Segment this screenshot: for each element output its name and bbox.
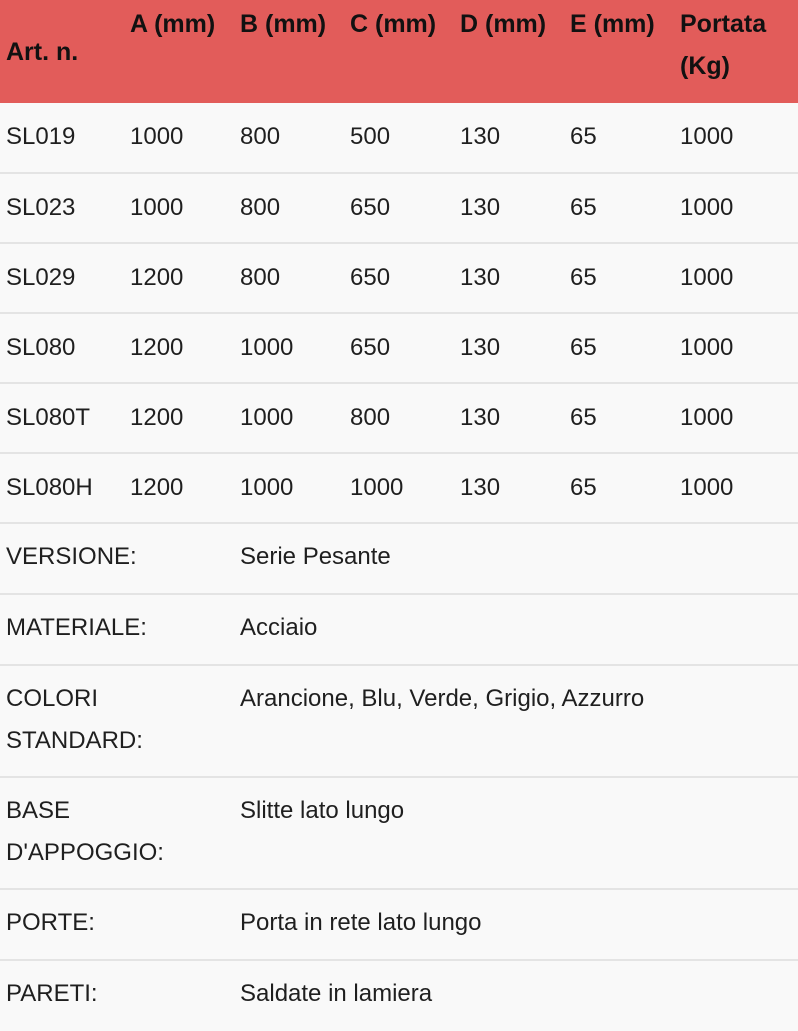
cell-dimension-a: 1200 <box>124 243 234 313</box>
detail-value: Slitte lato lungo <box>234 777 798 889</box>
cell-dimension-a: 1200 <box>124 313 234 383</box>
cell-dimension-e: 65 <box>570 123 597 150</box>
cell-dimension-d: 130 <box>454 173 564 243</box>
cell-dimension-a: 1200 <box>124 383 234 453</box>
cell-art-number: SL019 <box>6 123 76 150</box>
detail-row-doors <box>0 889 798 960</box>
cell-dimension-e: 65 <box>564 383 674 453</box>
cell-dimension-b: 800 <box>240 123 281 150</box>
table-row <box>0 313 798 383</box>
header-dimension-b: B (mm) <box>240 10 327 38</box>
cell-dimension-b: 800 <box>234 243 344 313</box>
cell-capacity: 1000 <box>674 383 798 453</box>
detail-label: COLORI STANDARD: <box>0 665 234 777</box>
header-dimension-c: C (mm) <box>350 10 437 38</box>
table-row <box>0 103 798 173</box>
table-header <box>0 0 798 103</box>
cell-dimension-b: 1000 <box>234 313 344 383</box>
cell-capacity: 1000 <box>674 313 798 383</box>
cell-dimension-d: 130 <box>454 453 564 523</box>
detail-value: Arancione, Blu, Verde, Grigio, Azzurro <box>234 665 798 777</box>
header-dimension-e: E (mm) <box>570 10 655 38</box>
detail-row-material <box>0 594 798 665</box>
detail-row-walls <box>0 960 798 1031</box>
detail-row-version <box>0 523 798 594</box>
detail-value: Saldate in lamiera <box>234 960 798 1031</box>
detail-label: PORTE: <box>0 889 234 960</box>
cell-capacity: 1000 <box>674 173 798 243</box>
table-row <box>0 243 798 313</box>
cell-capacity: 1000 <box>674 243 798 313</box>
header-row <box>0 0 798 103</box>
cell-dimension-b: 800 <box>234 173 344 243</box>
cell-dimension-e: 65 <box>564 313 674 383</box>
cell-art-number: SL080H <box>0 453 124 523</box>
cell-dimension-a: 1000 <box>130 123 184 150</box>
cell-dimension-c: 1000 <box>344 453 454 523</box>
cell-capacity: 1000 <box>680 123 734 150</box>
cell-art-number: SL023 <box>0 173 124 243</box>
cell-dimension-b: 1000 <box>234 453 344 523</box>
cell-dimension-d: 130 <box>454 383 564 453</box>
detail-row-base <box>0 777 798 889</box>
cell-dimension-c: 800 <box>344 383 454 453</box>
table-row <box>0 453 798 523</box>
cell-dimension-e: 65 <box>564 243 674 313</box>
cell-dimension-a: 1200 <box>124 453 234 523</box>
detail-label: MATERIALE: <box>0 594 234 665</box>
cell-dimension-c: 650 <box>344 173 454 243</box>
cell-dimension-c: 650 <box>344 243 454 313</box>
detail-label: BASE D'APPOGGIO: <box>0 777 234 889</box>
header-capacity: Portata (Kg) <box>680 10 767 80</box>
cell-dimension-e: 65 <box>564 173 674 243</box>
cell-dimension-c: 650 <box>344 313 454 383</box>
cell-dimension-c: 500 <box>350 123 391 150</box>
cell-dimension-d: 130 <box>454 313 564 383</box>
detail-row-standard-colors <box>0 665 798 777</box>
detail-value: Acciaio <box>234 594 798 665</box>
cell-dimension-e: 65 <box>564 453 674 523</box>
detail-label: VERSIONE: <box>0 523 234 594</box>
table-row <box>0 383 798 453</box>
product-rows <box>0 103 798 523</box>
header-dimension-a: A (mm) <box>130 10 216 38</box>
header-dimension-d: D (mm) <box>460 10 547 38</box>
cell-art-number: SL080 <box>0 313 124 383</box>
detail-label: PARETI: <box>0 960 234 1031</box>
table-row <box>0 173 798 243</box>
cell-dimension-d: 130 <box>454 243 564 313</box>
detail-value: Serie Pesante <box>234 523 798 594</box>
cell-art-number: SL029 <box>0 243 124 313</box>
cell-dimension-b: 1000 <box>234 383 344 453</box>
product-details <box>0 523 798 1031</box>
cell-art-number: SL080T <box>0 383 124 453</box>
detail-value: Porta in rete lato lungo <box>234 889 798 960</box>
header-art-number: Art. n. <box>6 37 79 66</box>
cell-dimension-d: 130 <box>460 123 501 150</box>
cell-capacity: 1000 <box>674 453 798 523</box>
cell-dimension-a: 1000 <box>124 173 234 243</box>
